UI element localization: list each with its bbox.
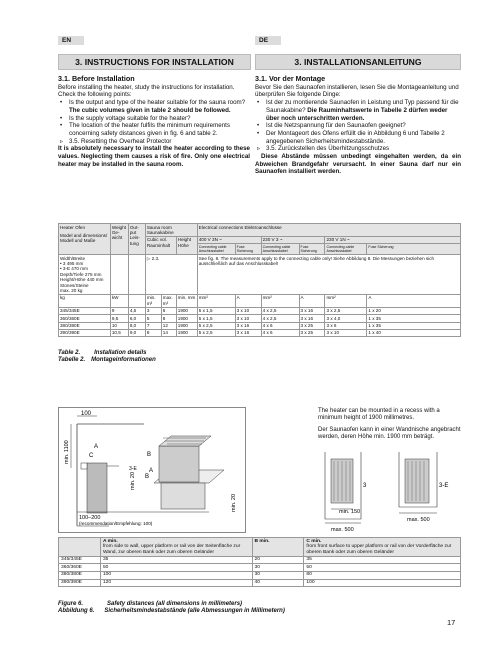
model-3e-label: 3-E	[439, 483, 449, 489]
table-cell: 6	[161, 307, 176, 314]
table-cell: 3 x 10	[235, 307, 261, 314]
header-fuse: Fuse Sicherung	[367, 244, 461, 255]
table-cell: 3 x 4,0	[325, 315, 367, 322]
table-row	[59, 307, 461, 314]
warning-de: Diese Abstände müssen unbedingt eingehalten werden, da ein Abweichen Brandgefahr verursacht. In einer Sauna darf nur ein Saunaofen installiert werden.	[255, 153, 461, 176]
dim-range-label: 100–200	[79, 515, 101, 521]
checklist-en	[58, 99, 250, 145]
header-fuse: Fuse Sicherung	[299, 244, 325, 255]
unit-cell: mm²	[325, 294, 367, 307]
header-cable: Connecting cable Anschlusskabel	[261, 244, 299, 255]
column-en	[58, 75, 250, 168]
header-fuse: Fuse Sicherung	[235, 244, 261, 255]
header-cable: Connecting cable Anschlusskabel	[197, 244, 235, 255]
installation-details-table	[58, 223, 461, 337]
cable-reference-note: See fig. 8. The measurements apply to the connecting cable only! Siehe Abbildung 8. Die Messungen beziehen sich ausschließlich auf das Anschlusskabel!	[197, 255, 460, 295]
table-cell: 4 x 2,5	[261, 307, 299, 314]
recess-mounting-note: The heater can be mounted in a recess with a minimum height of 1900 millimetres. Der Saunaofen kann in einer Wandnische angebracht werden, deren Höhe min. 1900 mm beträgt.	[318, 408, 461, 441]
table-cell: 1 x 40	[367, 329, 461, 336]
dimensions-cell: Width/Breite • 3 495 mm • 3-E 470 mm Depth/Tiefe 275 mm Height/Höhe 440 mm Stones/Steine max. 20 kg	[59, 255, 111, 295]
unit-cell: max. m³	[161, 294, 176, 307]
table-cell: 3 x 10	[235, 315, 261, 322]
page-number: 17	[447, 618, 456, 627]
dim-max-500-label: max. 500	[331, 527, 354, 533]
table-cell: 3 x 16	[235, 329, 261, 336]
table-cell: 8,0	[128, 322, 145, 329]
dim-b-label: B	[145, 474, 150, 480]
table-cell: 1 x 20	[367, 307, 461, 314]
model-3-label: 3	[363, 483, 367, 489]
subheading-en: 3.1. Before Installation	[58, 74, 135, 83]
dim-min-20-label: min. 20	[231, 493, 237, 512]
list-item: • Ist der zu montierende Saunaofen in Leistung und Typ passend für die Saunakabine? Die Rauminhaltswerte in Tabelle 2 dürfen weder über noch unterschritten werden.	[255, 99, 461, 122]
table-row	[59, 579, 461, 587]
column-de	[255, 75, 461, 176]
recess-diagrams	[315, 447, 465, 535]
safety-distance-table	[58, 537, 461, 587]
table-cell: 10,5	[110, 329, 128, 336]
table-cell: 35	[304, 556, 461, 564]
unit-cell: kg	[59, 294, 111, 307]
table-cell: 9	[110, 307, 128, 314]
table-cell: 1900	[176, 329, 197, 336]
header-cubic-volume: Cubic vol. Rauminhalt	[145, 236, 176, 254]
table-row	[59, 571, 461, 579]
dim-min-1100-label: min. 1100	[64, 440, 70, 464]
table-cell: 1900	[176, 315, 197, 322]
header-230v-1n: 230 V 1N ~	[325, 236, 461, 243]
table-cell: 5 x 2,5	[197, 322, 235, 329]
table-cell: 50	[304, 564, 461, 572]
table-cell: 30	[252, 564, 304, 572]
table-cell: 345/345E	[59, 556, 101, 564]
table-cell: 14	[161, 329, 176, 336]
table-cell: 7	[145, 322, 161, 329]
table-cell: 80	[304, 571, 461, 579]
table-cell: 360/360E	[59, 564, 101, 572]
header-output: Out-put Leis-tung	[128, 224, 145, 255]
table-cell: 3 x 2,5	[325, 307, 367, 314]
header-400v: 400 V 3N ~	[197, 236, 261, 243]
table-cell: 3 x 16	[235, 322, 261, 329]
model-3e-label: 3-E	[129, 466, 137, 472]
table-cell: 4 x 6	[261, 322, 299, 329]
list-item-reference: ▹ 3.5. Zurückstellen des Überhitzungsschutzes	[255, 145, 461, 153]
dim-a-label: A	[94, 444, 99, 450]
header-weight: Weight Ge-wicht	[110, 224, 128, 255]
dim-b-label: B	[147, 452, 152, 458]
list-item: • Is the output and type of the heater suitable for the sauna room? The cubic volumes given in table 2 should be followed.	[58, 99, 250, 114]
table-cell: 40	[252, 579, 304, 587]
table-cell: 35	[100, 556, 252, 564]
dim-recommendation-label: (recommendation/Empfehlung: 100)	[79, 521, 153, 526]
table-cell: 380/380E	[59, 322, 111, 329]
language-tab-en: EN	[58, 36, 84, 45]
table-cell: 4,5	[128, 307, 145, 314]
table-cell: 390/390E	[59, 329, 111, 336]
table-cell: 9,5	[110, 315, 128, 322]
table-row	[59, 322, 461, 329]
header-sauna-room: Sauna room Saunakabine	[145, 224, 197, 237]
table-cell: 345/345E	[59, 307, 111, 314]
table-cell: 360/360E	[59, 315, 111, 322]
table-cell: 5 x 1,5	[197, 307, 235, 314]
language-tab-de: DE	[255, 36, 281, 45]
table-cell: 1900	[176, 322, 197, 329]
unit-cell: mm²	[261, 294, 299, 307]
header-a-min: A min. from side to wall, upper platform or rail von der Seitenfläche zur Wand, zur oberen Bank oder zum oberen Geländer	[100, 538, 252, 557]
table-cell: 4 x 6	[261, 329, 299, 336]
table-cell: 3 x 6	[325, 322, 367, 329]
unit-cell: mm²	[197, 294, 235, 307]
intro-en: Before installing the heater, study the instructions for installation. Check the following points:	[58, 83, 235, 99]
unit-cell: kW	[110, 294, 128, 307]
unit-cell: min. mm	[176, 294, 197, 307]
warning-en: It is absolutely necessary to install the heater according to these values. Neglecting them causes a risk of fire. Only one electrical heater may be installed in the sauna room.	[58, 145, 250, 168]
dim-100-label: 100	[81, 411, 92, 417]
table-cell: 3 x 16	[299, 315, 325, 322]
safety-distance-drawing	[59, 408, 247, 534]
section-header-de: 3. INSTALLATIONSANLEITUNG	[255, 54, 461, 70]
table-row	[59, 329, 461, 336]
list-item: • The location of the heater fulfils the minimum requirements concerning safety distances given in fig. 6 and table 2.	[58, 122, 250, 137]
header-height: Height Höhe	[176, 236, 197, 254]
table-cell: 3 x 10	[325, 329, 367, 336]
table2-caption: Table 2. Installation details Tabelle 2. Montageinformationen	[58, 350, 156, 363]
list-item: • Ist die Netzspannung für den Saunaofen geeignet?	[255, 122, 461, 130]
section-header-en: 3. INSTRUCTIONS FOR INSTALLATION	[58, 54, 251, 70]
safety-distance-diagram	[58, 407, 246, 533]
table-cell: 380/380E	[59, 571, 101, 579]
table-cell: 6,0	[128, 315, 145, 322]
table-cell: 1900	[176, 307, 197, 314]
header-electrical: Electrical connections Elektroanschlüsse	[197, 224, 460, 237]
dim-max-500-label: max. 500	[407, 517, 430, 523]
unit-cell: min. m³	[145, 294, 161, 307]
reference-2-3: ▷ 2.3.	[145, 255, 197, 295]
header-230v-3: 230 V 3 ~	[261, 236, 325, 243]
header-b-min: B min.	[252, 538, 304, 557]
table-cell: 5 x 2,5	[197, 329, 235, 336]
unit-cell: A	[367, 294, 461, 307]
table-cell: 12	[161, 322, 176, 329]
figure6-caption: Figure 6. Safety distances (all dimensions in millimeters) Abbildung 6. Sicherheitsmindestabstände (alle Abmessungen in Millimetern)	[58, 601, 285, 614]
unit-cell: A	[299, 294, 325, 307]
table-cell: 3 x 25	[299, 322, 325, 329]
subheading-de: 3.1. Vor der Montage	[255, 74, 326, 83]
table-cell: 20	[252, 556, 304, 564]
table-cell: 1 x 35	[367, 322, 461, 329]
table-row	[59, 315, 461, 322]
table-cell: 3	[145, 307, 161, 314]
dim-min-20-label: min. 20	[130, 471, 136, 490]
table-cell: 3 x 16	[299, 307, 325, 314]
unit-cell: A	[235, 294, 261, 307]
table-cell: 100	[304, 579, 461, 587]
header-cable: Connecting cable Anschlusskabel	[325, 244, 367, 255]
table-cell: 9,0	[128, 329, 145, 336]
header-c-min: C min. from front surface to upper platform or rail von der Vorderfläche zur oberen Bank oder zum oberen Geländer	[304, 538, 461, 557]
table-cell: 50	[100, 564, 252, 572]
list-item-reference: ▹ 3.5. Resetting the Overheat Protector	[58, 138, 250, 146]
table-cell: 120	[100, 579, 252, 587]
table-row	[59, 556, 461, 564]
dim-c-label: C	[89, 453, 94, 459]
dim-min-150-label: min. 150	[339, 509, 361, 515]
table-cell: 3 x 25	[299, 329, 325, 336]
table-cell: 8	[145, 329, 161, 336]
table-cell: 10	[110, 322, 128, 329]
table-cell: 1 x 35	[367, 315, 461, 322]
table-cell: 390/390E	[59, 579, 101, 587]
table-cell: 4 x 2,5	[261, 315, 299, 322]
intro-de: Bevor Sie den Saunaofen installieren, lesen Sie die Montageanleitung und überprüfen Sie folgende Dinge:	[255, 83, 459, 99]
dim-a-label: A	[149, 468, 154, 474]
table-cell: 30	[252, 571, 304, 579]
table-cell: 100	[100, 571, 252, 579]
table-row	[59, 564, 461, 572]
table-cell: 5 x 1,5	[197, 315, 235, 322]
table-cell: 8	[161, 315, 176, 322]
checklist-de	[255, 99, 461, 153]
list-item: • Der Montageort des Ofens erfüllt die in Abbildung 6 und Tabelle 2 angegebenen Sicherheitsmindestabstände.	[255, 130, 461, 145]
table-cell: 5	[145, 315, 161, 322]
list-item: • Is the supply voltage suitable for the heater?	[58, 115, 250, 123]
header-heater-model: Heater Ofen Model and dimensions/ Modell und Maße	[59, 224, 111, 255]
